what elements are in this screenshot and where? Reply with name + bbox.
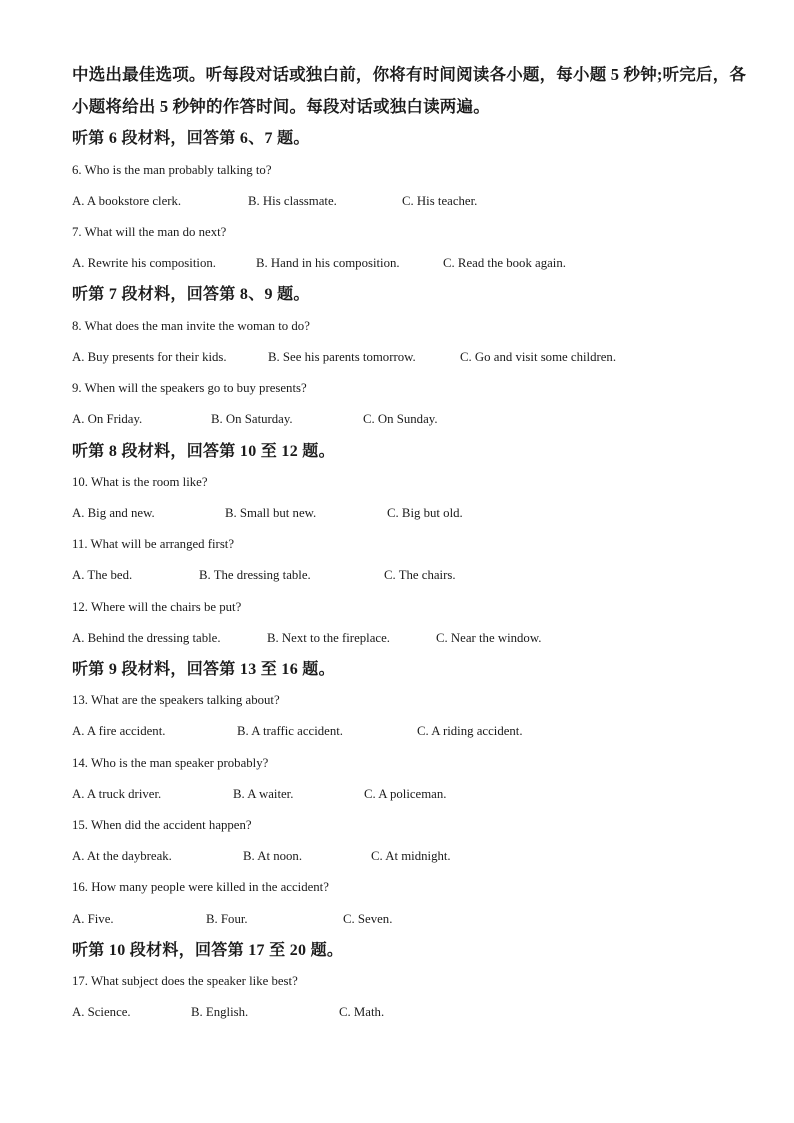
- section-heading: 听第 10 段材料，回答第 17 至 20 题。: [72, 942, 344, 959]
- question-17: 17. What subject does the speaker like best?: [72, 974, 298, 988]
- option-b: B. Next to the fireplace.: [267, 631, 390, 645]
- option-b: B. English.: [191, 1005, 249, 1019]
- option-c: C. At midnight.: [371, 849, 451, 863]
- option-c: C. Near the window.: [436, 631, 542, 645]
- option-a: A. The bed.: [72, 568, 133, 582]
- intro-line-1: 中选出最佳选项。听每段对话或独白前，你将有时间阅读各小题，每小题 5 秒钟;听完后，各: [72, 65, 747, 84]
- question-11: 11. What will be arranged first?: [72, 537, 235, 551]
- question-13: 13. What are the speakers talking about?: [72, 693, 280, 707]
- question-10: 10. What is the room like?: [72, 475, 208, 489]
- question-16: 16. How many people were killed in the accident?: [72, 880, 329, 894]
- option-a: A. Rewrite his composition.: [72, 256, 216, 270]
- option-c: C. A policeman.: [364, 787, 447, 801]
- option-b: B. On Saturday.: [211, 412, 293, 426]
- option-b: B. Small but new.: [225, 506, 317, 520]
- option-c: C. His teacher.: [402, 194, 478, 208]
- option-b: B. Hand in his composition.: [256, 256, 400, 270]
- option-b: B. See his parents tomorrow.: [268, 350, 416, 364]
- question-6: 6. Who is the man probably talking to?: [72, 163, 272, 177]
- option-a: A. A truck driver.: [72, 787, 162, 801]
- option-c: C. Go and visit some children.: [460, 350, 617, 364]
- option-b: B. His classmate.: [248, 194, 337, 208]
- option-c: C. Seven.: [343, 912, 393, 926]
- question-8: 8. What does the man invite the woman to do?: [72, 319, 310, 333]
- option-a: A. At the daybreak.: [72, 849, 172, 863]
- option-a: A. A fire accident.: [72, 724, 166, 738]
- option-c: C. Math.: [339, 1005, 385, 1019]
- option-a: A. Science.: [72, 1005, 131, 1019]
- option-c: C. Big but old.: [387, 506, 463, 520]
- option-c: C. Read the book again.: [443, 256, 566, 270]
- option-a: A. Big and new.: [72, 506, 155, 520]
- option-b: B. At noon.: [243, 849, 303, 863]
- question-14: 14. Who is the man speaker probably?: [72, 756, 269, 770]
- section-heading: 听第 7 段材料，回答第 8、9 题。: [72, 286, 310, 303]
- intro-line-2: 小题将给出 5 秒钟的作答时间。每段对话或独白读两遍。: [72, 97, 490, 116]
- option-a: A. On Friday.: [72, 412, 143, 426]
- question-9: 9. When will the speakers go to buy presents?: [72, 381, 307, 395]
- section-heading: 听第 9 段材料，回答第 13 至 16 题。: [72, 661, 335, 678]
- option-a: A. Five.: [72, 912, 114, 926]
- section-heading: 听第 6 段材料，回答第 6、7 题。: [72, 130, 310, 147]
- option-b: B. Four.: [206, 912, 248, 926]
- option-c: C. On Sunday.: [363, 412, 438, 426]
- option-b: B. A waiter.: [233, 787, 294, 801]
- question-7: 7. What will the man do next?: [72, 225, 227, 239]
- option-a: A. Behind the dressing table.: [72, 631, 221, 645]
- option-c: C. A riding accident.: [417, 724, 523, 738]
- option-b: B. The dressing table.: [199, 568, 311, 582]
- option-c: C. The chairs.: [384, 568, 456, 582]
- option-a: A. A bookstore clerk.: [72, 194, 182, 208]
- question-12: 12. Where will the chairs be put?: [72, 600, 242, 614]
- option-a: A. Buy presents for their kids.: [72, 350, 227, 364]
- option-b: B. A traffic accident.: [237, 724, 344, 738]
- section-heading: 听第 8 段材料，回答第 10 至 12 题。: [72, 443, 335, 460]
- question-15: 15. When did the accident happen?: [72, 818, 252, 832]
